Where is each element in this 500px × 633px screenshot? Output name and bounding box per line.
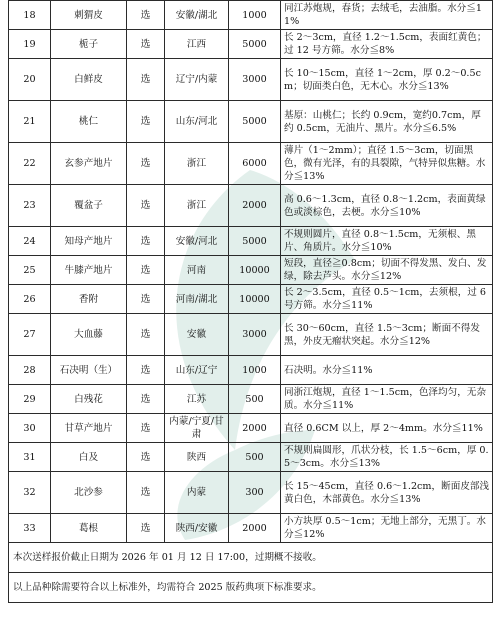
row-number: 18 (9, 1, 51, 30)
origin: 山东/河北 (165, 101, 229, 143)
grade: 选 (127, 443, 165, 472)
table-row (9, 472, 493, 514)
table-row (9, 285, 493, 314)
specification: 石决明。水分≦11% (281, 356, 493, 385)
specification: 长 10～15cm，直径 1～2cm，厚 0.2～0.5cm；切面类白色，无木心。水分≦13% (281, 59, 493, 101)
specification: 长 2～3.5cm，直径 0.5～1cm，去须根，过 6 号方筛。水分≦11% (281, 285, 493, 314)
quantity: 5000 (229, 101, 281, 143)
quantity: 2000 (229, 514, 281, 543)
row-number: 22 (9, 143, 51, 185)
grade: 选 (127, 385, 165, 414)
table-row (9, 185, 493, 227)
origin: 浙江 (165, 143, 229, 185)
origin: 内蒙/宁夏/甘肃 (165, 414, 229, 443)
herb-name: 甘草产地片 (51, 414, 127, 443)
table-row (9, 514, 493, 543)
table-row (9, 59, 493, 101)
standard-note: 以上品种除需要符合以上标准外，均需符合 2025 版药典项下标准要求。 (9, 573, 493, 603)
grade: 选 (127, 314, 165, 356)
origin: 安徽/湖北 (165, 1, 229, 30)
grade: 选 (127, 143, 165, 185)
specification: 长 15～45cm，直径 0.6～1.2cm，断面皮部浅黄白色，木部黄色。水分≦13% (281, 472, 493, 514)
grade: 选 (127, 59, 165, 101)
grade: 选 (127, 472, 165, 514)
grade: 选 (127, 356, 165, 385)
origin: 江苏 (165, 385, 229, 414)
specification: 高 0.6～1.3cm，直径 0.8～1.2cm，表面黄绿色或淡棕色，去梗。水分≦10% (281, 185, 493, 227)
origin: 陕西 (165, 443, 229, 472)
specification: 不规则圆片，直径 0.8～1.5cm，无须根、黑片、角质片。水分≦10% (281, 227, 493, 256)
specification: 同浙江炮规，直径 1～1.5cm，色泽均匀，无杂质。水分≦11% (281, 385, 493, 414)
table-row (9, 256, 493, 285)
grade: 选 (127, 514, 165, 543)
specification: 小方块厚 0.5～1cm；无地上部分，无黑丁。水分≦12% (281, 514, 493, 543)
row-number: 31 (9, 443, 51, 472)
origin: 内蒙 (165, 472, 229, 514)
grade: 选 (127, 185, 165, 227)
herb-name: 桃仁 (51, 101, 127, 143)
table-row (9, 1, 493, 30)
quantity: 500 (229, 385, 281, 414)
row-number: 28 (9, 356, 51, 385)
specification: 长 30～60cm，直径 1.5～3cm；断面不得发黑，外皮无瘤状突起。水分≦12% (281, 314, 493, 356)
specification: 不规则扁圆形，爪状分枝，长 1.5～6cm，厚 0.5～3cm。水分≦13% (281, 443, 493, 472)
table-row (9, 443, 493, 472)
specification: 短段，直径≧0.8cm；切面不得发黑、发白、发绿，除去芦头。水分≦12% (281, 256, 493, 285)
origin: 河南 (165, 256, 229, 285)
herb-name: 大血藤 (51, 314, 127, 356)
standard-note-row (9, 573, 493, 603)
grade: 选 (127, 1, 165, 30)
quantity: 10000 (229, 256, 281, 285)
quantity: 5000 (229, 227, 281, 256)
table-row (9, 385, 493, 414)
quantity: 3000 (229, 59, 281, 101)
herb-name: 香附 (51, 285, 127, 314)
grade: 选 (127, 227, 165, 256)
herb-name: 玄参产地片 (51, 143, 127, 185)
deadline-note-row (9, 543, 493, 573)
origin: 江西 (165, 30, 229, 59)
grade: 选 (127, 30, 165, 59)
quantity: 5000 (229, 30, 281, 59)
grade: 选 (127, 414, 165, 443)
row-number: 19 (9, 30, 51, 59)
herb-name: 葛根 (51, 514, 127, 543)
quantity: 1000 (229, 356, 281, 385)
row-number: 30 (9, 414, 51, 443)
quantity: 1000 (229, 1, 281, 30)
herb-name: 白及 (51, 443, 127, 472)
quantity: 6000 (229, 143, 281, 185)
grade: 选 (127, 285, 165, 314)
deadline-note: 本次送样报价截止日期为 2026 年 01 月 12 日 17:00，过期概不接收。 (9, 543, 493, 573)
origin: 浙江 (165, 185, 229, 227)
table-row (9, 414, 493, 443)
herb-name: 知母产地片 (51, 227, 127, 256)
specification: 同江苏炮规，春货；去绒毛，去油脂。水分≦11% (281, 1, 493, 30)
herb-specification-table (8, 0, 493, 603)
row-number: 21 (9, 101, 51, 143)
herb-name: 白残花 (51, 385, 127, 414)
row-number: 23 (9, 185, 51, 227)
origin: 安徽/河北 (165, 227, 229, 256)
origin: 辽宁/内蒙 (165, 59, 229, 101)
herb-name: 栀子 (51, 30, 127, 59)
herb-name: 石决明（生） (51, 356, 127, 385)
row-number: 27 (9, 314, 51, 356)
row-number: 20 (9, 59, 51, 101)
specification: 薄片（1～2mm）；直径 1.5～3cm，切面黑色，微有光泽，有的具裂隙，气特异似焦糖。水分≦13% (281, 143, 493, 185)
grade: 选 (127, 256, 165, 285)
row-number: 32 (9, 472, 51, 514)
table-row (9, 101, 493, 143)
grade: 选 (127, 101, 165, 143)
origin: 陕西/安徽 (165, 514, 229, 543)
herb-name: 北沙参 (51, 472, 127, 514)
specification: 直径 0.6CM 以上，厚 2～4mm。水分≦11% (281, 414, 493, 443)
table-row (9, 143, 493, 185)
quantity: 10000 (229, 285, 281, 314)
herb-name: 覆盆子 (51, 185, 127, 227)
row-number: 29 (9, 385, 51, 414)
herb-name: 白鲜皮 (51, 59, 127, 101)
quantity: 300 (229, 472, 281, 514)
quantity: 2000 (229, 185, 281, 227)
quantity: 3000 (229, 314, 281, 356)
quantity: 500 (229, 443, 281, 472)
table-row (9, 227, 493, 256)
table-row (9, 356, 493, 385)
origin: 山东/辽宁 (165, 356, 229, 385)
origin: 河南/湖北 (165, 285, 229, 314)
herb-name: 刺猬皮 (51, 1, 127, 30)
specification: 基原：山桃仁；长约 0.9cm，宽约0.7cm，厚约 0.5cm，无油片、黑片。水分≦6.5% (281, 101, 493, 143)
quantity: 2000 (229, 414, 281, 443)
specification: 长 2～3cm，直径 1.2～1.5cm，表面红黄色；过 12 号方筛。水分≦8% (281, 30, 493, 59)
row-number: 26 (9, 285, 51, 314)
row-number: 33 (9, 514, 51, 543)
herb-name: 牛膝产地片 (51, 256, 127, 285)
row-number: 25 (9, 256, 51, 285)
origin: 安徽 (165, 314, 229, 356)
row-number: 24 (9, 227, 51, 256)
table-row (9, 314, 493, 356)
table-row (9, 30, 493, 59)
